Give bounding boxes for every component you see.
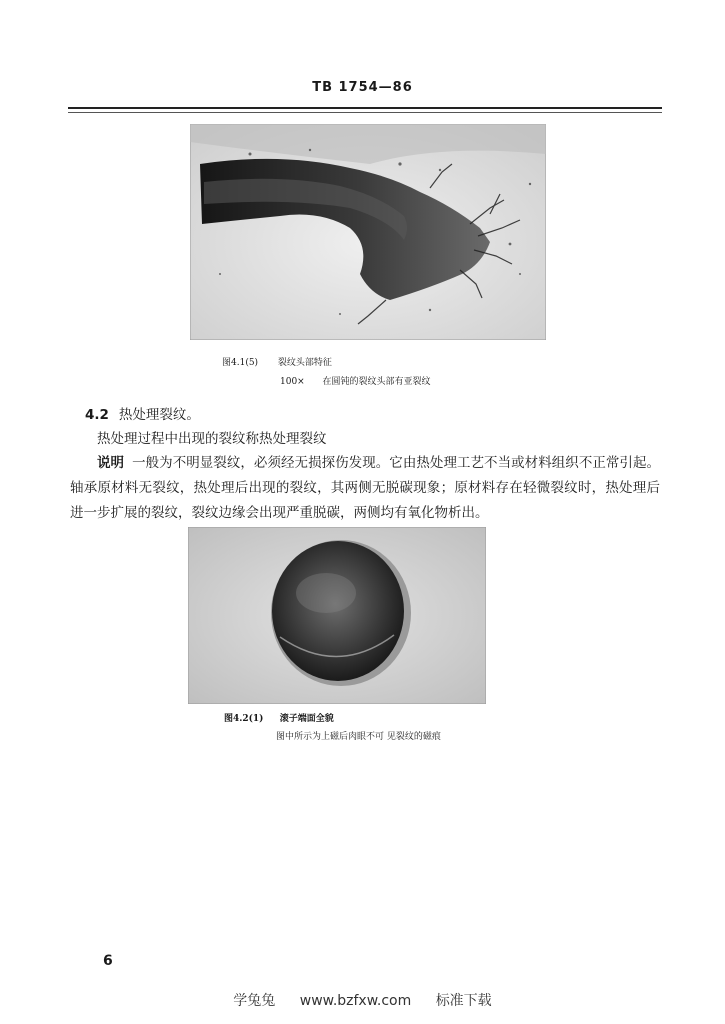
figure1-caption: [222, 355, 332, 368]
header-rule: [68, 107, 662, 109]
section-heading: [85, 403, 200, 428]
roller-end-face-photo: [188, 527, 486, 704]
figure1-note: 在圆钝的裂纹头部有亚裂纹: [322, 377, 431, 387]
explanation-text: 一般为不明显裂纹，必须经无损探伤发现。它由热处理工艺不当或材料组织不正常引起。轴承原材料无裂纹，热处理后出现的裂纹，其两侧无脱碳现象；原材料存在轻微裂纹时，热处理后进一步扩展的裂纹，裂纹边缘会出现严重脱碳，两侧均有氧化物析出。: [70, 455, 661, 521]
figure1-magnification: 100×: [280, 377, 305, 387]
section-number: 4.2: [85, 407, 109, 423]
footer-site-name: 学兔兔: [233, 993, 276, 1009]
header-code: TB 1754—86: [312, 80, 413, 95]
footer-url[interactable]: www.bzfxw.com: [299, 993, 412, 1009]
figure1-description: [280, 374, 431, 387]
footer-tagline: 标准下载: [435, 993, 492, 1009]
figure2-description: 图中所示为上磁后肉眼不可 见裂纹的磁痕: [276, 732, 441, 742]
footer-watermark: [0, 990, 725, 1010]
crack-head-micrograph: [190, 124, 546, 340]
section-title: 热处理裂纹。: [118, 407, 200, 423]
section-definition: 热处理过程中出现的裂纹称热处理裂纹: [97, 431, 327, 447]
figure2-title: 滚子端面全貌: [279, 714, 334, 724]
page-number: 6: [103, 953, 113, 969]
figure1-title: 裂纹头部特征: [277, 358, 332, 368]
section-explanation: [70, 451, 660, 526]
header-rule-thin: [68, 112, 662, 113]
figure2-label: 图4.2(1): [224, 714, 264, 724]
figure1-label: 图4.1(5): [222, 358, 259, 368]
figure2-caption: [224, 711, 334, 724]
explanation-label: 说明: [97, 455, 125, 471]
